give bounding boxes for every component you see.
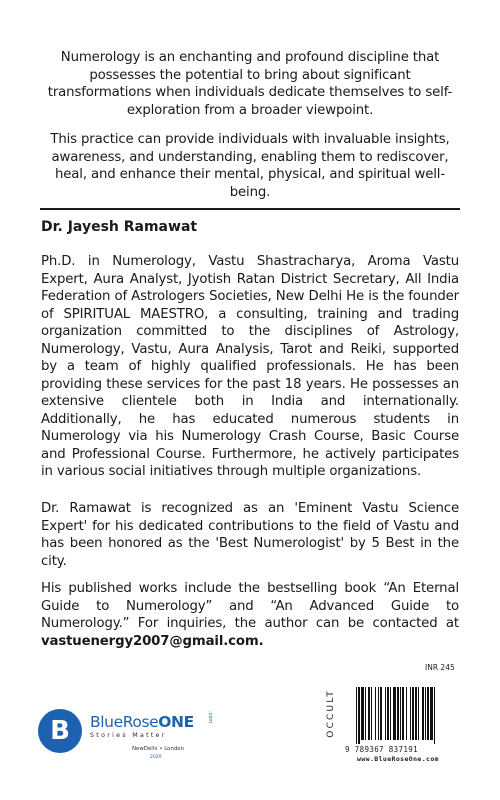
barcode-bar (397, 687, 399, 740)
barcode-bar (402, 687, 404, 740)
publisher-name-part2: ONE (158, 713, 194, 731)
barcode-bar (378, 687, 379, 740)
barcode-bar (393, 687, 396, 740)
publisher-name (90, 713, 194, 731)
author-name: Dr. Jayesh Ramawat (41, 219, 198, 235)
isbn-barcode-icon (355, 687, 459, 744)
author-works (41, 580, 459, 650)
barcode-bar (361, 687, 364, 740)
barcode-bar (365, 687, 366, 740)
publisher-tagline: Stories Matter (90, 732, 167, 739)
barcode-bar (380, 687, 382, 740)
author-recognition: Dr. Ramawat is recognized as an 'Eminent Vastu Science Expert' for his dedicated contributions to the field of Vastu and has been honored as the 'Best Numerologist' by 5 Best in the city. (41, 501, 459, 569)
publisher-badge-icon: B (38, 709, 82, 753)
author-email: vastuenergy2007@gmail.com. (41, 633, 264, 649)
intro-paragraph-2: This practice can provide individuals with invaluable insights, awareness, and understanding, enabling them to rediscover, heal, and enhance their mental, physical, and spiritual well-being. (50, 132, 450, 200)
barcode-bar (371, 687, 372, 740)
barcode-bar (427, 687, 429, 740)
author-bio: Ph.D. in Numerology, Vastu Shastracharya, Aroma Vastu Expert, Aura Analyst, Jyotish Ratan District Secretary, All India Federation of Astrologers Societies, New Delhi He is the founder of SPIRITUAL MAESTRO, a consulting, training and trading organization committed to the disciplines of Astrology, Numerology, Vastu, Aura Analysis, Tarot and Reiki, supported by a team of highly qualified professionals. He has been providing these services for the past 18 years. He possesses an extensive clientele both in India and internationally. Additionally, he has educated numerous students in Numerology via his Numerology Crash Course, Basic Course and Professional Course. Furthermore, he actively participates in various social initiatives through multiple organizations. (41, 254, 459, 479)
barcode-bar (375, 687, 376, 740)
genre-label: OCCULT (326, 689, 336, 738)
barcode-bar (415, 687, 417, 740)
author-works-text: His published works include the bestselling book “An Eternal Guide to Numerology” and “An Advanced Guide to Numerology.” For inquiries, the author can be contacted at (41, 581, 459, 631)
barcode-bar (400, 687, 401, 740)
barcode-bar (387, 687, 389, 740)
barcode-bar (368, 687, 370, 740)
divider-line (40, 208, 460, 210)
barcode-bar (410, 687, 411, 740)
publisher-name-suffix: .com (207, 711, 213, 724)
barcode-bar (430, 687, 433, 740)
publisher-logo (38, 703, 278, 763)
isbn-digits: 9 789367 837191 (345, 745, 418, 754)
publisher-flag-mark: 2020 (150, 755, 162, 760)
barcode-bar (412, 687, 414, 740)
barcode-bar (390, 687, 391, 740)
intro-paragraph-1: Numerology is an enchanting and profound discipline that possesses the potential to bring about significant transformations when individuals dedicate themselves to self-exploration from a broader viewpoint. (47, 50, 453, 118)
barcode-bar (434, 687, 435, 744)
barcode-bar (356, 687, 357, 744)
publisher-locations: NewDelhi • London (132, 746, 185, 752)
barcode-bar (422, 687, 424, 740)
price-label: INR 245 (425, 663, 455, 672)
barcode-bar (385, 687, 386, 740)
publisher-website: www.BlueRoseOne.com (357, 755, 439, 763)
barcode-bar (358, 687, 360, 744)
publisher-name-part1: BlueRose (90, 713, 159, 731)
barcode-bar (406, 687, 407, 740)
barcode-bar (425, 687, 426, 740)
barcode-bar (418, 687, 419, 740)
